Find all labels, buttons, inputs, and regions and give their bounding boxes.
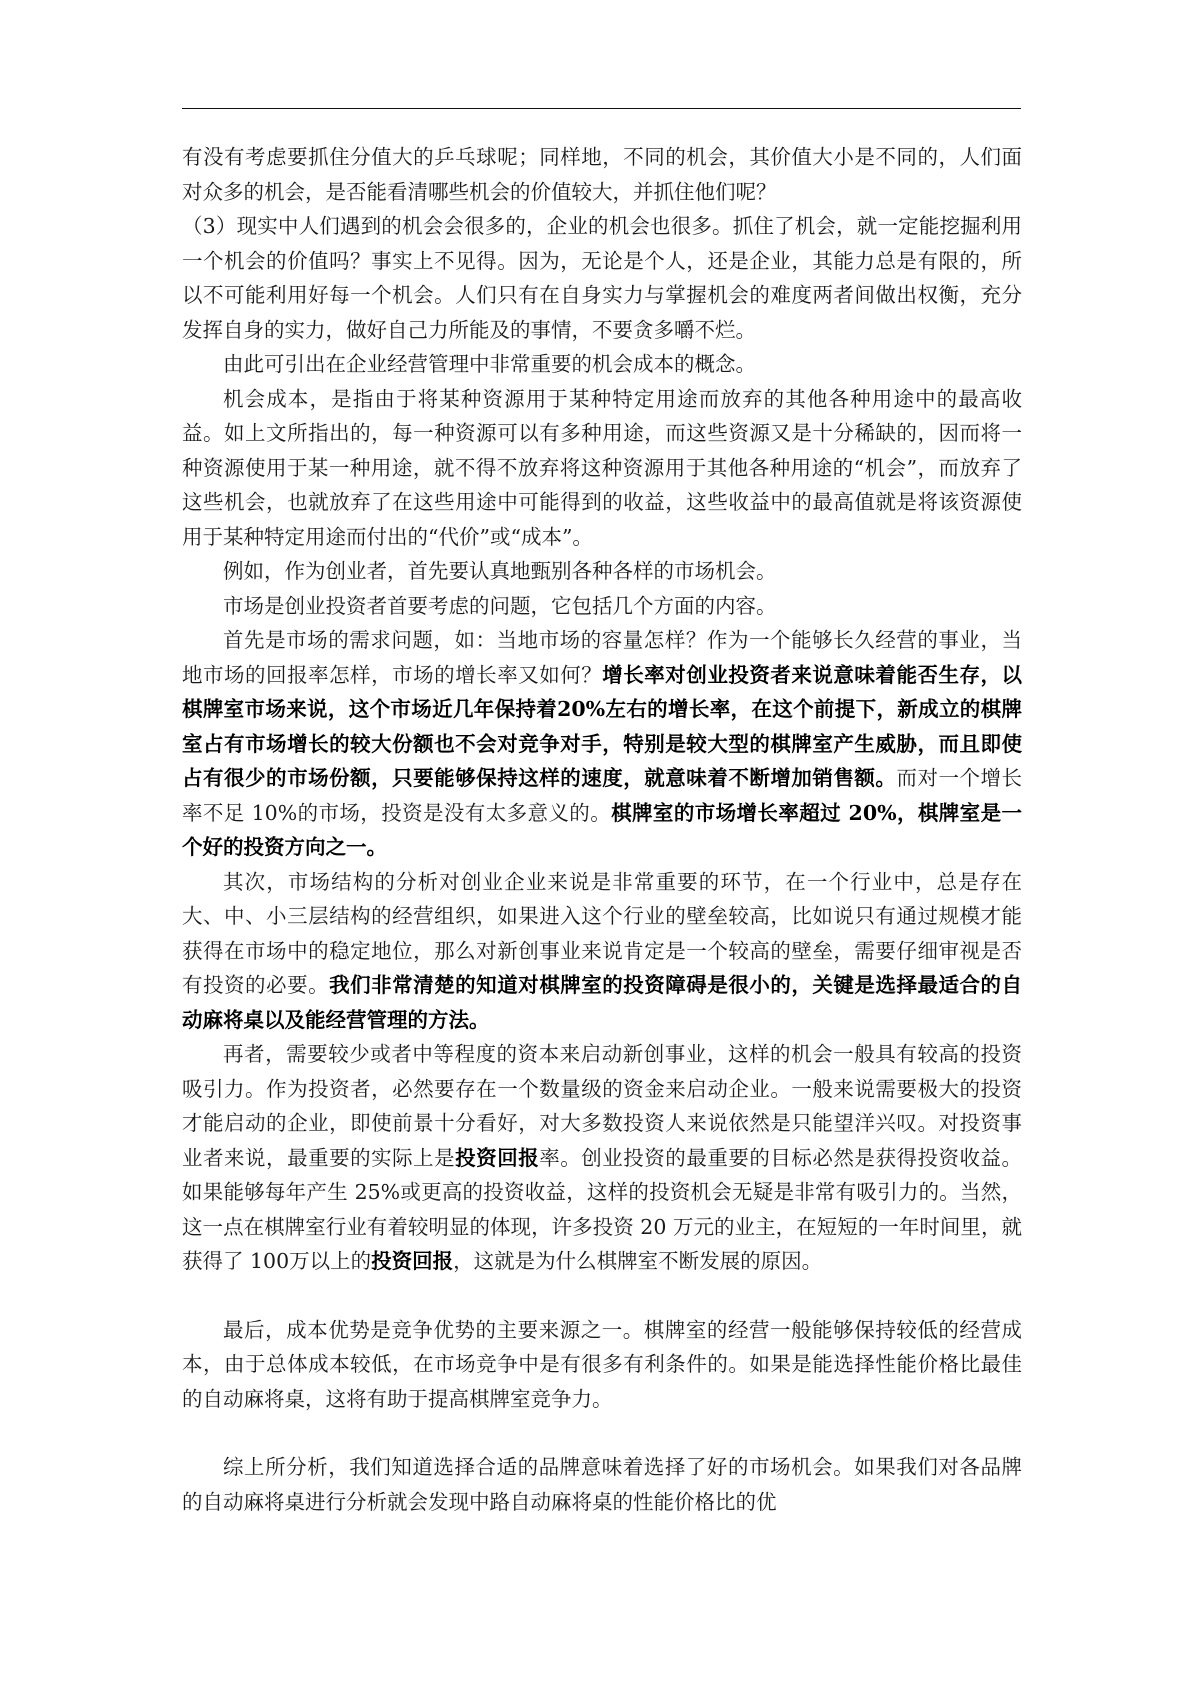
text-segment: 再者，需要较少或者中等程度的资本来启动新创事业，这样的机会一般具有较高的投资吸引力。作为投资者，必然要存在一个数量级的资金来启动企业。一般来说需要极大的投资才能启动的企业，即使前景十分看好，对大多数投资人来说依然是只能望洋兴叹。对投资事业者来说，最重要的实际上是 [182,1042,1022,1170]
paragraph [182,865,1022,1038]
paragraph [182,1037,1022,1279]
paragraph [182,382,1022,555]
paragraph [182,209,1022,347]
bold-text-segment: 增长率对创业投资者来说意味着能否生存，以棋牌室市场来说，这个市场近几年保持着20%左右的增长率，在这个前提下，新成立的棋牌室占有市场增长的较大份额也不会对竞争对手，特别是较大型的棋牌室产生威胁，而且即使占有很少的市场份额，只要能够保持这样的速度，就意味着不断增加销售额。 [182,662,1023,790]
paragraph [182,589,1022,624]
text-segment: 有没有考虑要抓住分值大的乒乓球呢；同样地，不同的机会，其价值大小是不同的，人们面对众多的机会，是否能看清哪些机会的价值较大，并抓住他们呢？ [182,145,1022,204]
text-segment: 率。创业投资的最重要的目标必然是获得投资收益。如果能够每年产生 25%或更高的投资收益，这样的投资机会无疑是非常有吸引力的。当然，这一点在棋牌室行业有着较明显的体现，许多投资 20 万元的业主，在短短的一年时间里，就获得了 100万以上的 [182,1145,1023,1273]
text-segment: 首先是市场的需求问题，如：当地市场的容量怎样？作为一个能够长久经营的事业，当地市场的回报率怎样，市场的增长率又如何？ [182,628,1022,687]
text-segment: 而对一个增长率不足 10%的市场，投资是没有太多意义的。 [182,766,1023,825]
text-segment: 机会成本，是指由于将某种资源用于某种特定用途而放弃的其他各种用途中的最高收益。如上文所指出的，每一种资源可以有多种用途，而这些资源又是十分稀缺的，因而将一种资源使用于某一种用途，就不得不放弃将这种资源用于其他各种用途的“机会”，而放弃了这些机会，也就放弃了在这些用途中可能得到的收益，这些收益中的最高值就是将该资源使用于某种特定用途而付出的“代价”或“成本”。 [182,386,1022,549]
paragraph [182,1313,1022,1417]
text-segment: 最后，成本优势是竞争优势的主要来源之一。棋牌室的经营一般能够保持较低的经营成本，由于总体成本较低，在市场竞争中是有很多有利条件的。如果是能选择性能价格比最佳的自动麻将桌，这将有助于提高棋牌室竞争力。 [182,1317,1022,1411]
text-segment: 综上所分析，我们知道选择合适的品牌意味着选择了好的市场机会。如果我们对各品牌的自动麻将桌进行分析就会发现中路自动麻将桌的性能价格比的优 [182,1455,1022,1514]
paragraph [182,554,1022,589]
text-segment: 其次，市场结构的分析对创业企业来说是非常重要的环节，在一个行业中，总是存在大、中、小三层结构的经营组织，如果进入这个行业的壁垒较高，比如说只有通过规模才能获得在市场中的稳定地位，那么对新创事业来说肯定是一个较高的壁垒，需要仔细审视是否有投资的必要。 [182,869,1022,997]
paragraph [182,140,1022,209]
text-segment: 市场是创业投资者首要考虑的问题，它包括几个方面的内容。 [223,593,777,618]
paragraph [182,347,1022,382]
text-segment: （3）现实中人们遇到的机会会很多的，企业的机会也很多。抓住了机会，就一定能挖掘利用一个机会的价值吗？事实上不见得。因为，无论是个人，还是企业，其能力总是有限的，所以不可能利用好每一个机会。人们只有在自身实力与掌握机会的难度两者间做出权衡，充分发挥自身的实力，做好自己力所能及的事情，不要贪多嚼不烂。 [182,214,1022,342]
bold-text-segment: 我们非常清楚的知道对棋牌室的投资障碍是很小的，关键是选择最适合的自动麻将桌以及能经营管理的方法。 [182,973,1023,1032]
paragraph [182,623,1022,865]
paragraph [182,1450,1022,1519]
document-body [182,140,1022,1519]
bold-text-segment: 棋牌室的市场增长率超过 20%，棋牌室是一个好的投资方向之一。 [182,800,1022,859]
text-segment: 例如，作为创业者，首先要认真地甄别各种各样的市场机会。 [223,559,777,583]
bold-text-segment: 投资回报 [455,1145,540,1170]
bold-text-segment: 投资回报 [371,1249,454,1273]
header-rule [182,108,1021,109]
text-segment: 由此可引出在企业经营管理中非常重要的机会成本的概念。 [223,352,756,376]
text-segment: ，这就是为什么棋牌室不断发展的原因。 [453,1249,823,1273]
